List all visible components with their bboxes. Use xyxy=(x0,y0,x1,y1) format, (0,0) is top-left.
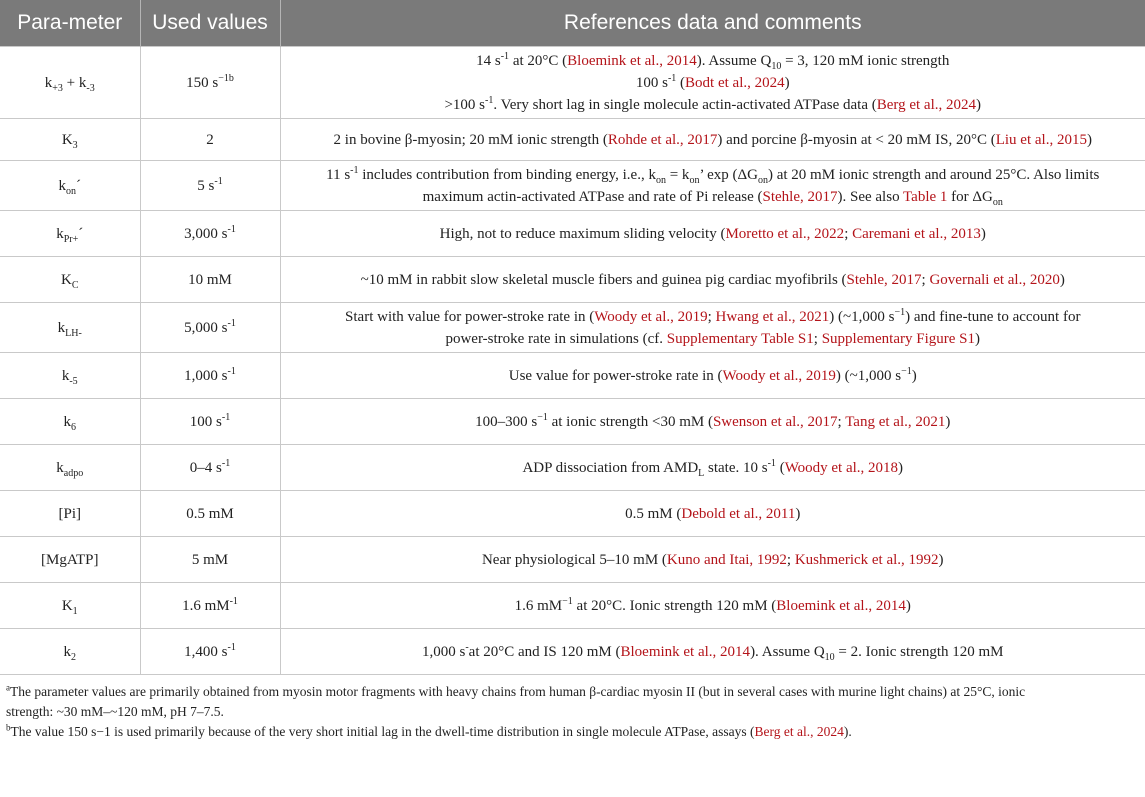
parameter-cell xyxy=(0,537,140,583)
text-run: k xyxy=(63,413,71,430)
text-run: at 20°C. Ionic strength 120 mM ( xyxy=(572,597,777,614)
comment-line xyxy=(291,595,1136,617)
text-run: [MgATP] xyxy=(40,551,99,568)
footnote xyxy=(6,722,1139,742)
table-row xyxy=(0,161,1145,211)
text-run: The parameter values are primarily obtained from myosin motor fragments with heavy chains from human β-cardiac myosin II (but in several cases with murine light chains) at 25°C, ionic xyxy=(10,684,1026,699)
subscript: 6 xyxy=(71,421,76,433)
text-run: ) xyxy=(795,505,801,522)
text-run: 0–4 s xyxy=(189,459,222,476)
superscript: -1 xyxy=(229,595,238,607)
comment-cell xyxy=(280,629,1145,675)
reference-link[interactable]: Berg et al., 2024 xyxy=(876,96,977,113)
reference-link[interactable]: Swenson et al., 2017 xyxy=(712,413,838,430)
reference-link[interactable]: Woody et al., 2019 xyxy=(722,367,836,384)
comment-line xyxy=(291,411,1136,433)
header-references: References data and comments xyxy=(280,0,1145,47)
text-run: ´ xyxy=(78,225,84,242)
comment-line xyxy=(291,186,1136,208)
value-cell xyxy=(140,399,280,445)
text-run: k xyxy=(57,319,66,336)
text-run: ) xyxy=(938,551,944,568)
reference-link[interactable]: Berg et al., 2024 xyxy=(754,724,844,739)
comment-cell xyxy=(280,583,1145,629)
text-run: High, not to reduce maximum sliding velocity ( xyxy=(439,225,726,242)
text-run: power-stroke rate in simulations (cf. xyxy=(445,330,667,347)
value-cell xyxy=(140,257,280,303)
text-run: ) (~1,000 s xyxy=(835,367,902,384)
text-run: 5 mM xyxy=(191,551,229,568)
reference-link[interactable]: Kuno and Itai, 1992 xyxy=(666,551,787,568)
text-run: 100–300 s xyxy=(475,413,538,430)
table-row xyxy=(0,399,1145,445)
parameter-cell xyxy=(0,119,140,161)
comment-cell xyxy=(280,47,1145,119)
superscript: −1 xyxy=(562,595,573,607)
parameter-cell xyxy=(0,583,140,629)
comment-cell xyxy=(280,119,1145,161)
text-run: ). See also xyxy=(837,188,904,205)
text-run: 2 xyxy=(206,131,214,148)
superscript: -1 xyxy=(221,411,231,423)
text-run: 3,000 s xyxy=(184,225,228,242)
text-run: ) xyxy=(975,330,981,347)
comment-line xyxy=(291,164,1136,186)
text-run: ) xyxy=(898,459,904,476)
text-run: k xyxy=(58,177,66,194)
text-run: ) xyxy=(980,225,986,242)
comment-cell xyxy=(280,303,1145,353)
text-run: 100 s xyxy=(189,413,222,430)
comment-line xyxy=(291,549,1136,571)
superscript: -1 xyxy=(500,50,510,62)
reference-link[interactable]: Woody et al., 2019 xyxy=(594,308,708,325)
subscript: LH- xyxy=(65,327,82,339)
value-cell xyxy=(140,353,280,399)
text-run: 1.6 mM xyxy=(182,597,230,614)
subscript: on xyxy=(66,185,76,197)
reference-link[interactable]: Supplementary Table S1 xyxy=(666,330,814,347)
text-run: 1.6 mM xyxy=(514,597,563,614)
comment-line xyxy=(291,328,1136,350)
comment-line xyxy=(291,503,1136,525)
table-row xyxy=(0,47,1145,119)
superscript: −1b xyxy=(218,72,234,84)
superscript: −1 xyxy=(901,365,912,377)
parameter-cell xyxy=(0,211,140,257)
subscript: Pr+ xyxy=(63,233,79,245)
superscript: -1 xyxy=(227,641,236,653)
text-run: 14 s xyxy=(476,52,501,69)
subscript: adpo xyxy=(63,467,84,479)
text-run: ADP dissociation from AMD xyxy=(522,459,699,476)
table-row xyxy=(0,303,1145,353)
text-run: k xyxy=(56,459,64,476)
value-cell xyxy=(140,537,280,583)
comment-line xyxy=(291,50,1136,72)
comment-line xyxy=(291,94,1136,116)
text-run: ). Assume Q xyxy=(696,52,772,69)
text-run: ( xyxy=(775,459,785,476)
text-run: ) and porcine β-myosin at < 20 mM IS, 20°C ( xyxy=(717,131,996,148)
comment-cell xyxy=(280,257,1145,303)
text-run: 5 s xyxy=(197,177,215,194)
header-parameter: Para-meter xyxy=(0,0,140,47)
text-run: ) xyxy=(911,367,917,384)
value-cell xyxy=(140,119,280,161)
text-run: 11 s xyxy=(326,166,351,183)
subscript: on xyxy=(689,174,700,186)
value-cell xyxy=(140,445,280,491)
value-cell xyxy=(140,303,280,353)
comment-cell xyxy=(280,537,1145,583)
comment-cell xyxy=(280,161,1145,211)
parameter-cell xyxy=(0,399,140,445)
superscript: -1 xyxy=(214,175,223,187)
parameter-cell xyxy=(0,161,140,211)
reference-link[interactable]: Governali et al., 2020 xyxy=(929,271,1060,288)
text-run: The value 150 s−1 is used primarily because of the very short initial lag in the dwell-time distribution in single molecule ATPase, assays ( xyxy=(10,724,755,739)
text-run: k xyxy=(44,74,53,91)
text-run: Start with value for power-stroke rate in ( xyxy=(345,308,595,325)
text-run: = 3, 120 mM ionic strength xyxy=(781,52,950,69)
superscript: -1 xyxy=(227,223,236,235)
subscript: 10 xyxy=(824,651,835,663)
reference-link[interactable]: Supplementary Figure S1 xyxy=(821,330,976,347)
text-run: 0.5 mM xyxy=(186,505,234,522)
text-run: for ΔG xyxy=(947,188,993,205)
text-run: at 20°C and IS 120 mM ( xyxy=(468,643,621,660)
comment-line xyxy=(291,365,1136,387)
text-run: k xyxy=(56,225,64,242)
value-cell xyxy=(140,629,280,675)
table-row xyxy=(0,211,1145,257)
text-run: 150 s xyxy=(186,74,219,91)
table-row xyxy=(0,491,1145,537)
comment-line xyxy=(291,457,1136,479)
parameter-cell xyxy=(0,629,140,675)
text-run: [Pi] xyxy=(58,505,81,522)
subscript: 10 xyxy=(771,60,782,72)
text-run: ) and fine-tune to account for xyxy=(905,308,1081,325)
parameter-cell xyxy=(0,491,140,537)
comment-line xyxy=(291,72,1136,94)
text-run: ; xyxy=(921,271,930,288)
superscript: -1 xyxy=(485,94,494,106)
superscript: -1 xyxy=(350,164,359,176)
text-run: 5,000 s xyxy=(184,319,228,336)
text-run: 0.5 mM ( xyxy=(625,505,682,522)
superscript: -1 xyxy=(767,457,776,469)
text-run: ~10 mM in rabbit slow skeletal muscle fibers and guinea pig cardiac myofibrils ( xyxy=(360,271,847,288)
text-run: ; xyxy=(707,308,716,325)
subscript: 3 xyxy=(72,139,78,151)
superscript: −1 xyxy=(537,411,548,423)
value-cell xyxy=(140,47,280,119)
text-run: ) xyxy=(1059,271,1065,288)
text-run: state. 10 s xyxy=(704,459,768,476)
table-footnotes xyxy=(0,675,1145,742)
reference-link[interactable]: Liu et al., 2015 xyxy=(995,131,1087,148)
parameter-cell xyxy=(0,445,140,491)
superscript: -1 xyxy=(221,457,231,469)
comment-cell xyxy=(280,445,1145,491)
table-row xyxy=(0,119,1145,161)
reference-link[interactable]: Bloemink et al., 2014 xyxy=(567,52,697,69)
subscript: L xyxy=(698,467,705,479)
subscript: C xyxy=(71,279,79,291)
text-run: ). Assume Q xyxy=(750,643,825,660)
header-used-values: Used values xyxy=(140,0,280,47)
reference-link[interactable]: Bodt et al., 2024 xyxy=(685,74,785,91)
reference-link[interactable]: Table 1 xyxy=(903,188,948,205)
subscript: +3 xyxy=(52,82,63,94)
text-run: ) xyxy=(945,413,951,430)
text-run: + k xyxy=(62,74,87,91)
parameter-cell xyxy=(0,353,140,399)
text-run: ; xyxy=(786,551,795,568)
footnote-marker: b xyxy=(6,722,11,733)
comment-line xyxy=(291,641,1136,663)
value-cell xyxy=(140,583,280,629)
table-body xyxy=(0,47,1145,675)
text-run: ; xyxy=(837,413,846,430)
table-row xyxy=(0,445,1145,491)
subscript: on xyxy=(655,174,666,186)
subscript: on xyxy=(992,196,1003,208)
superscript: −1 xyxy=(894,306,906,318)
text-run: 1,400 s xyxy=(184,643,228,660)
text-run: k xyxy=(61,367,70,384)
reference-link[interactable]: Debold et al., 2011 xyxy=(681,505,796,522)
comment-line xyxy=(291,306,1136,328)
text-run: . Very short lag in single molecule actin-activated ATPase data ( xyxy=(493,96,877,113)
superscript: -1 xyxy=(227,365,236,377)
text-run: strength: ~30 mM–~120 mM, pH 7–7.5. xyxy=(6,704,224,719)
text-run: 10 mM xyxy=(188,271,232,288)
text-run: at 20°C ( xyxy=(509,52,568,69)
text-run: ) xyxy=(1086,131,1092,148)
subscript: -3 xyxy=(86,82,95,94)
parameter-cell xyxy=(0,257,140,303)
text-run: K xyxy=(61,597,73,614)
text-run: ) at 20 mM ionic strength and around 25°C. Also limits xyxy=(767,166,1100,183)
text-run: ). xyxy=(843,724,852,739)
text-run: = 2. Ionic strength 120 mM xyxy=(834,643,1004,660)
superscript: -1 xyxy=(667,72,677,84)
table-header-row xyxy=(0,0,1145,47)
value-cell xyxy=(140,161,280,211)
text-run: 1,000 s xyxy=(184,367,228,384)
text-run: ) xyxy=(976,96,982,113)
superscript: -1 xyxy=(227,317,236,329)
text-run: ; xyxy=(813,330,822,347)
text-run: includes contribution from binding energy, i.e., k xyxy=(358,166,656,183)
footnote xyxy=(6,682,1139,722)
reference-link[interactable]: Stehle, 2017 xyxy=(762,188,838,205)
reference-link[interactable]: Bloemink et al., 2014 xyxy=(776,597,906,614)
comment-cell xyxy=(280,491,1145,537)
text-run: = k xyxy=(665,166,690,183)
text-run: Use value for power-stroke rate in ( xyxy=(508,367,723,384)
subscript: 2 xyxy=(71,651,76,663)
subscript: on xyxy=(757,174,768,186)
reference-link[interactable]: Bloemink et al., 2014 xyxy=(620,643,751,660)
text-run: ) xyxy=(905,597,911,614)
reference-link[interactable]: Rohde et al., 2017 xyxy=(607,131,718,148)
reference-link[interactable]: Tang et al., 2021 xyxy=(845,413,946,430)
text-run: ) xyxy=(784,74,790,91)
table-row xyxy=(0,629,1145,675)
table-row xyxy=(0,583,1145,629)
footnote-marker: a xyxy=(6,682,10,693)
table-row xyxy=(0,353,1145,399)
parameter-cell xyxy=(0,47,140,119)
superscript: - xyxy=(465,641,469,653)
text-run: 100 s xyxy=(635,74,668,91)
value-cell xyxy=(140,211,280,257)
value-cell xyxy=(140,491,280,537)
text-run: at ionic strength <30 mM ( xyxy=(547,413,713,430)
reference-link[interactable]: Moretto et al., 2022 xyxy=(725,225,845,242)
text-run: maximum actin-activated ATPase and rate of Pi release ( xyxy=(422,188,763,205)
comment-line xyxy=(291,129,1136,151)
reference-link[interactable]: Woody et al., 2018 xyxy=(784,459,899,476)
subscript: -5 xyxy=(69,375,78,387)
comment-cell xyxy=(280,399,1145,445)
text-run: >100 s xyxy=(444,96,486,113)
table-row xyxy=(0,537,1145,583)
comment-line xyxy=(291,223,1136,245)
text-run: K xyxy=(60,271,72,288)
text-run: k xyxy=(63,643,71,660)
text-run: ; xyxy=(844,225,853,242)
text-run: ( xyxy=(676,74,686,91)
table-row xyxy=(0,257,1145,303)
subscript: 1 xyxy=(72,605,78,617)
text-run: Near physiological 5–10 mM ( xyxy=(481,551,667,568)
text-run: K xyxy=(61,131,73,148)
comment-line xyxy=(291,269,1136,291)
text-run: ´ xyxy=(76,177,81,194)
reference-link[interactable]: Kushmerick et al., 1992 xyxy=(794,551,939,568)
text-run: 1,000 s xyxy=(421,643,466,660)
comment-cell xyxy=(280,353,1145,399)
parameter-cell xyxy=(0,303,140,353)
text-run: ) (~1,000 s xyxy=(829,308,895,325)
text-run: ’ exp (ΔG xyxy=(699,166,758,183)
reference-link[interactable]: Stehle, 2017 xyxy=(846,271,922,288)
comment-cell xyxy=(280,211,1145,257)
reference-link[interactable]: Hwang et al., 2021 xyxy=(715,308,830,325)
text-run: 2 in bovine β-myosin; 20 mM ionic strength ( xyxy=(333,131,608,148)
reference-link[interactable]: Caremani et al., 2013 xyxy=(852,225,981,242)
